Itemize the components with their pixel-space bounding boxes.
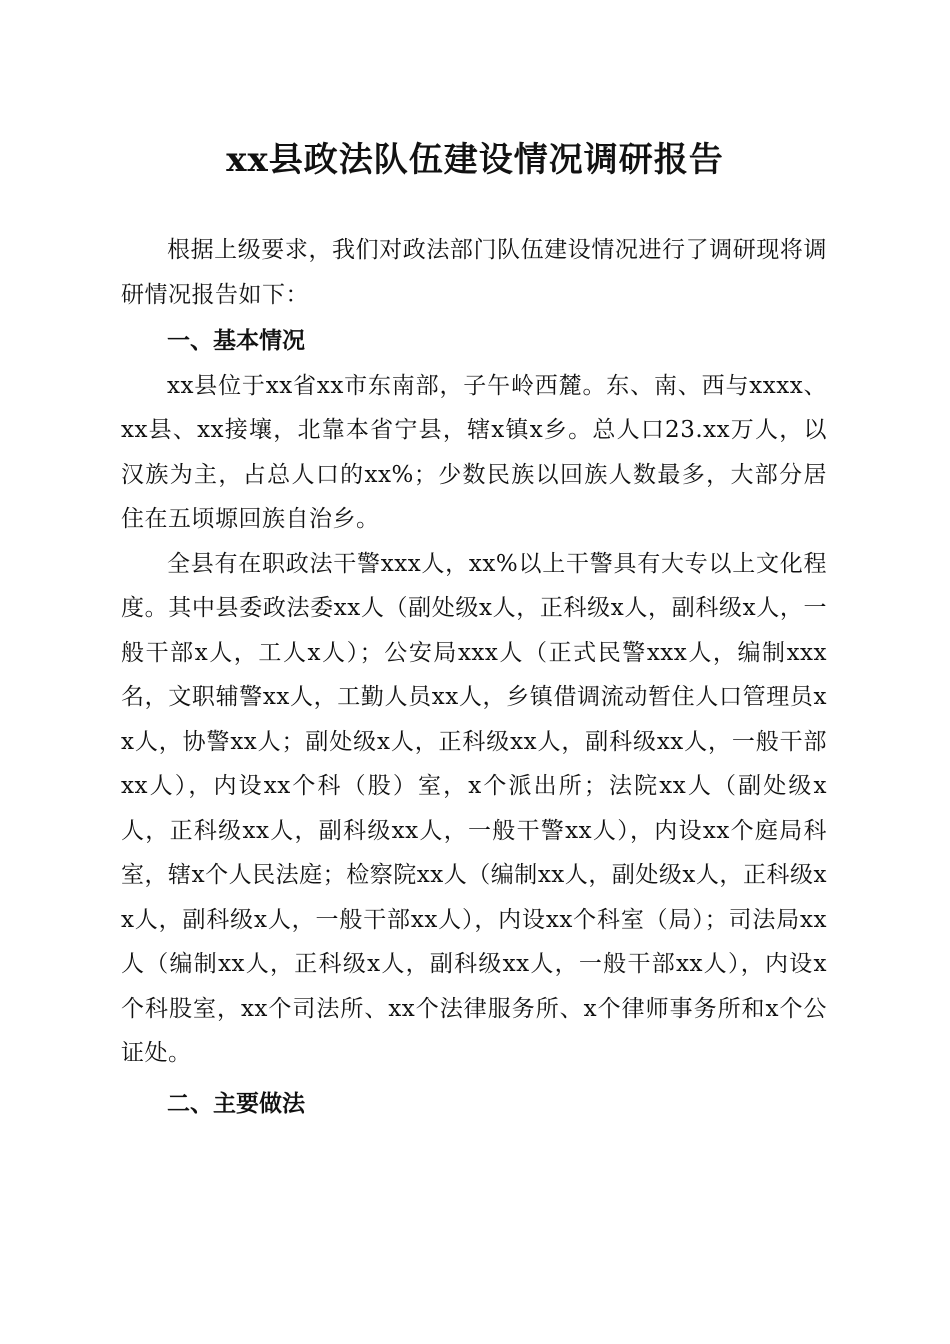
section-heading-basic-situation: 一、基本情况 [167, 328, 305, 354]
document-body [121, 228, 827, 1126]
paragraph-personnel: 全县有在职政法干警xxx人，xx%以上干警具有大专以上文化程度。其中县委政法委xx人（副处级x人，正科级x人，副科级x人，一般干部x人，工人x人）；公安局xxx人（正式民警xxx人，编制xxx名，文职辅警xx人，工勤人员xx人，乡镇借调流动暂住人口管理员xx人，协警xx人；副处级x人，正科级xx人，副科级xx人，一般干部xx人），内设xx个科（股）室，x个派出所；法院xx人（副处级x人，正科级xx人，副科级xx人，一般干警xx人），内设xx个庭局科室，辖x个人民法庭；检察院xx人（编制xx人，副处级x人，正科级xx人，副科级x人，一般干部xx人），内设xx个科室（局）；司法局xx人（编制xx人，正科级x人，副科级xx人，一般干部xx人），内设x个科股室，xx个司法所、xx个法律服务所、x个律师事务所和x个公证处。 [121, 550, 827, 1066]
document-title: xx县政法队伍建设情况调研报告 [226, 140, 724, 180]
paragraph-location: xx县位于xx省xx市东南部，子午岭西麓。东、南、西与xxxx、xx县、xx接壤，北靠本省宁县，辖x镇x乡。总人口23.xx万人，以汉族为主，占总人口的xx%；少数民族以回族人数最多，大部分居住在五顷塬回族自治乡。 [121, 372, 827, 532]
section-heading-main-practices: 二、主要做法 [167, 1090, 305, 1117]
intro-paragraph: 根据上级要求，我们对政法部门队伍建设情况进行了调研现将调研情况报告如下： [121, 237, 827, 308]
